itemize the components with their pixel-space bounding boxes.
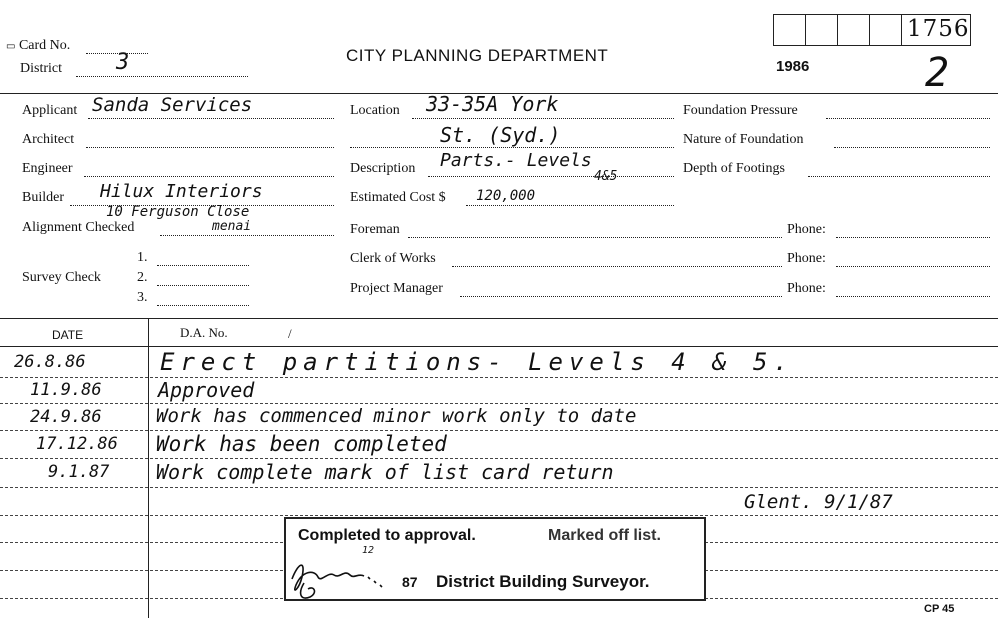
log-entry-text: Approved (158, 378, 255, 402)
year-label: 1986 (776, 58, 810, 75)
phone-label-2: Phone: (787, 251, 826, 266)
log-entry-date: 9.1.87 (48, 462, 110, 482)
location-value-2: St. (Syd.) (440, 123, 561, 147)
stamp-line-1: Completed to approval. (298, 527, 476, 544)
phone-dots-3 (836, 296, 990, 297)
log-entry-date: 26.8.86 (14, 352, 86, 372)
alignment-dots (160, 235, 334, 236)
card-number: 1756 (907, 16, 970, 42)
log-entry-date: 24.9.86 (30, 407, 102, 427)
log-entry-date: 17.12.86 (36, 434, 118, 454)
district-value: 3 (116, 50, 130, 75)
engineer-label: Engineer (22, 161, 73, 176)
survey-check-label: Survey Check (22, 270, 101, 285)
log-entry-text: Work complete mark of list card return (156, 460, 614, 484)
nature-of-foundation-dots (834, 147, 990, 148)
da-header: D.A. No. (180, 325, 228, 340)
description-value: Parts.- Levels (440, 150, 592, 171)
alignment-value: menai (212, 219, 252, 234)
phone-dots-1 (836, 237, 990, 238)
clerk-of-works-dots (452, 266, 782, 267)
survey-1-dots (157, 265, 249, 266)
date-header: DATE (52, 328, 84, 342)
builder-value: Hilux Interiors (100, 181, 263, 202)
log-row-line (0, 430, 998, 431)
engineer-dots (84, 176, 334, 177)
phone-dots-2 (836, 266, 990, 267)
log-row-line (0, 403, 998, 404)
log-row-line (0, 515, 998, 516)
survey-2-dots (157, 285, 249, 286)
survey-1-label: 1. (137, 250, 148, 265)
department-title: CITY PLANNING DEPARTMENT (346, 46, 609, 65)
log-entry-text: Work has been completed (156, 432, 447, 456)
survey-3-label: 3. (137, 290, 148, 305)
location-dots-2 (350, 147, 674, 148)
description-value-2: 4&5 (594, 169, 618, 184)
foundation-pressure-label: Foundation Pressure (683, 103, 798, 118)
applicant-value: Sanda Services (92, 94, 253, 116)
da-value: / (288, 326, 292, 341)
description-dots (428, 176, 674, 177)
log-entry-text: Erect partitions- Levels 4 & 5. (160, 348, 794, 376)
applicant-dots (88, 118, 334, 119)
location-dots (412, 118, 674, 119)
stamp-date-mark: 12 (362, 545, 375, 556)
survey-2-label: 2. (137, 270, 148, 285)
builder-address: 10 Ferguson Close (106, 204, 250, 220)
log-entry-date: 11.9.86 (30, 380, 102, 400)
card-number-boxes (773, 14, 972, 46)
architect-label: Architect (22, 132, 75, 147)
log-row-line (0, 458, 998, 459)
project-manager-dots (460, 296, 782, 297)
phone-label-3: Phone: (787, 281, 826, 296)
log-column-divider (148, 318, 149, 618)
estimated-cost-dots (466, 205, 674, 206)
phone-label-1: Phone: (787, 222, 826, 237)
card-no-label: ▭ Card No. (6, 38, 71, 53)
project-manager-label: Project Manager (350, 281, 443, 296)
depth-of-footings-label: Depth of Footings (683, 161, 785, 176)
architect-dots (86, 147, 334, 148)
form-code: CP 45 (924, 603, 955, 615)
stamp-line-2: Marked off list. (548, 527, 661, 544)
log-header-rule (0, 346, 998, 347)
log-top-rule (0, 318, 998, 319)
foreman-dots (408, 237, 782, 238)
district-label: District (20, 61, 62, 76)
sheet-number: 2 (925, 50, 950, 96)
stamp-title: District Building Surveyor. (436, 572, 650, 591)
log-row-line (0, 377, 998, 378)
foundation-pressure-dots (826, 118, 990, 119)
surveyor-signature (284, 549, 394, 603)
nature-of-foundation-label: Nature of Foundation (683, 132, 804, 147)
depth-of-footings-dots (808, 176, 990, 177)
approval-stamp (284, 517, 706, 601)
clerk-of-works-label: Clerk of Works (350, 251, 436, 266)
signoff: Glent. 9/1/87 (744, 491, 893, 513)
estimated-cost-value: 120,000 (476, 188, 536, 204)
log-entry-text: Work has commenced minor work only to date (156, 405, 637, 427)
description-label: Description (350, 161, 416, 176)
survey-3-dots (157, 305, 249, 306)
stamp-year: 87 (402, 574, 418, 590)
applicant-label: Applicant (22, 103, 78, 118)
alignment-label: Alignment Checked (22, 220, 135, 235)
district-dots (76, 76, 248, 77)
foreman-label: Foreman (350, 222, 400, 237)
log-row-line (0, 487, 998, 488)
location-label: Location (350, 103, 400, 118)
estimated-cost-label: Estimated Cost $ (350, 190, 446, 205)
builder-label: Builder (22, 190, 64, 205)
location-value: 33-35A York (426, 92, 559, 116)
